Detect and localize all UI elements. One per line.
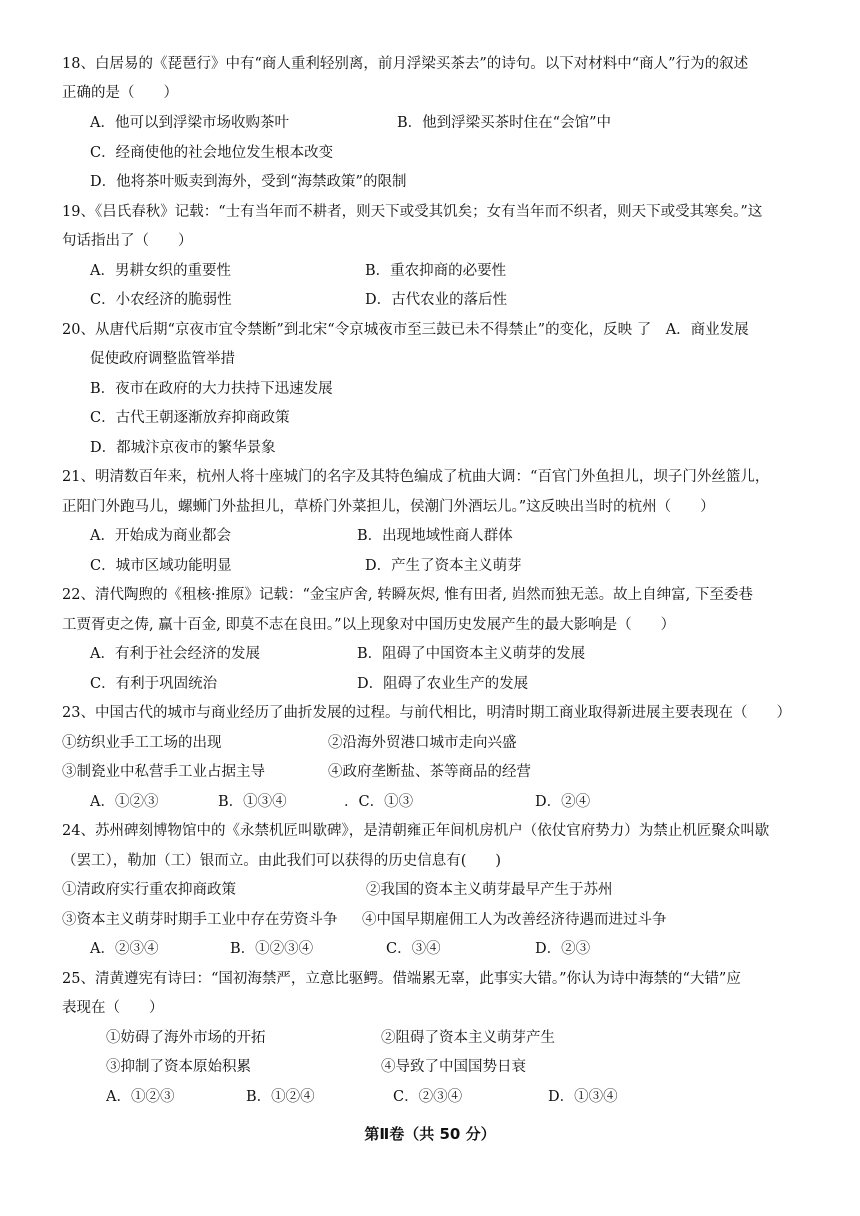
q22-option-b: B．阻碍了中国资本主义萌芽的发展: [357, 646, 586, 662]
q18-stem-line2: 正确的是（ ）: [62, 85, 178, 101]
q24-option-d: D．②③: [535, 941, 591, 957]
q21-option-a: A．开始成为商业都会: [90, 528, 231, 544]
q18-option-c: C．经商使他的社会地位发生根本改变: [90, 145, 334, 161]
q23-option-d: D．②④: [535, 794, 591, 810]
q22-option-d: D．阻碍了农业生产的发展: [357, 676, 529, 692]
q23-item-1: ①纺织业手工工场的出现: [62, 735, 222, 751]
q18-option-b: B．他到浮梁买茶时住在“会馆”中: [397, 115, 611, 131]
q23-option-b: B．①③④: [218, 794, 287, 810]
q20-stem-line1: 20、从唐代后期“京夜市宜令禁断”到北宋“令京城夜市至三鼓已未不得禁止”的变化，反映 了 A．商业发展: [62, 322, 749, 338]
q25-option-a: A．①②③: [106, 1089, 175, 1105]
q24-option-c: C．③④: [386, 941, 441, 957]
q25-item-4: ④导致了中国国势日衰: [381, 1059, 526, 1075]
q21-option-b: B．出现地域性商人群体: [357, 528, 513, 544]
q23-item-2: ②沿海外贸港口城市走向兴盛: [328, 735, 517, 751]
q19-option-c: C．小农经济的脆弱性: [90, 292, 232, 308]
q23-item-3: ③制瓷业中私营手工业占据主导: [62, 764, 265, 780]
q20-stem-line2: 促使政府调整监管举措: [90, 351, 235, 367]
q25-option-b: B．①②④: [246, 1089, 315, 1105]
q22-option-a: A．有利于社会经济的发展: [90, 646, 260, 662]
q20-option-c: C．古代王朝逐渐放弃抑商政策: [90, 410, 290, 426]
q25-stem-line1: 25、清黄遵宪有诗曰：“国初海禁严，立意比驱鳄。借端累无辜，此事实大错。”你认为诗中海禁的“大错”应: [62, 971, 741, 987]
q19-option-a: A．男耕女织的重要性: [90, 263, 231, 279]
q18-option-d: D．他将茶叶贩卖到海外，受到“海禁政策”的限制: [90, 174, 407, 190]
q24-option-a: A．②③④: [90, 941, 159, 957]
q20-option-b: B．夜市在政府的大力扶持下迅速发展: [90, 381, 333, 397]
q19-stem-line2: 句话指出了（ ）: [62, 233, 193, 249]
q25-item-3: ③抑制了资本原始积累: [106, 1059, 251, 1075]
q25-option-c: C．②③④: [393, 1089, 463, 1105]
q22-option-c: C．有利于巩固统治: [90, 676, 218, 692]
q20-option-d: D．都城汴京夜市的繁华景象: [90, 440, 276, 456]
section-heading: 第Ⅱ卷（共 50 分）: [364, 1125, 496, 1143]
q21-option-c: C．城市区域功能明显: [90, 558, 232, 574]
q23-option-a: A．①②③: [90, 794, 159, 810]
q24-item-4: ④中国早期雇佣工人为改善经济待遇而进过斗争: [362, 912, 667, 928]
q19-option-d: D．古代农业的落后性: [365, 292, 508, 308]
q24-item-3: ③资本主义萌芽时期手工业中存在劳资斗争: [62, 912, 338, 928]
q21-stem-line2: 正阳门外跑马儿，螺蛳门外盐担儿，草桥门外菜担儿，侯潮门外酒坛儿。”这反映出当时的杭州（ ）: [62, 499, 715, 515]
q24-stem-line2: （罢工），勒加（工）银而立。由此我们可以获得的历史信息有( ): [62, 853, 502, 869]
q22-stem-line1: 22、清代陶煦的《租核·推原》记载：“金宝庐舍, 转瞬灰烬, 惟有田者, 岿然而独无恙。故上自绅富, 下至委巷: [62, 587, 753, 603]
q18-stem-line1: 18、白居易的《琵琶行》中有“商人重利轻别离，前月浮梁买茶去”的诗句。以下对材料中“商人”行为的叙述: [62, 56, 749, 72]
q23-item-4: ④政府垄断盐、茶等商品的经营: [328, 764, 531, 780]
q23-stem-line1: 23、中国古代的城市与商业经历了曲折发展的过程。与前代相比，明清时期工商业取得新进展主要表现在（ ）: [62, 705, 791, 721]
q24-item-2: ②我国的资本主义萌芽最早产生于苏州: [366, 882, 613, 898]
q21-stem-line1: 21、明清数百年来，杭州人将十座城门的名字及其特色编成了杭曲大调：“百官门外鱼担儿，坝子门外丝篮儿，: [62, 469, 770, 485]
q19-option-b: B．重农抑商的必要性: [365, 263, 507, 279]
q19-stem-line1: 19、《吕氏春秋》记载：“士有当年而不耕者，则天下或受其饥矣；女有当年而不织者，则天下或受其寒矣。”这: [62, 204, 763, 220]
q25-option-d: D．①③④: [548, 1089, 618, 1105]
q25-item-2: ②阻碍了资本主义萌芽产生: [381, 1030, 555, 1046]
q21-option-d: D．产生了资本主义萌芽: [365, 558, 522, 574]
q23-option-c: ．C．①③: [344, 794, 414, 810]
q18-option-a: A．他可以到浮梁市场收购茶叶: [90, 115, 289, 131]
q25-item-1: ①妨碍了海外市场的开拓: [106, 1030, 266, 1046]
q24-item-1: ①清政府实行重农抑商政策: [62, 882, 236, 898]
q24-stem-line1: 24、苏州碑刻博物馆中的《永禁机匠叫歇碑》，是清朝雍正年间机房机户（依仗官府势力）为禁止机匠聚众叫歇: [62, 823, 770, 839]
q25-stem-line2: 表现在（ ）: [62, 1000, 164, 1016]
q22-stem-line2: 工贾胥吏之俦, 赢十百金, 即莫不志在良田。”以上现象对中国历史发展产生的最大影响是（ ）: [62, 617, 676, 633]
q24-option-b: B．①②③④: [230, 941, 314, 957]
